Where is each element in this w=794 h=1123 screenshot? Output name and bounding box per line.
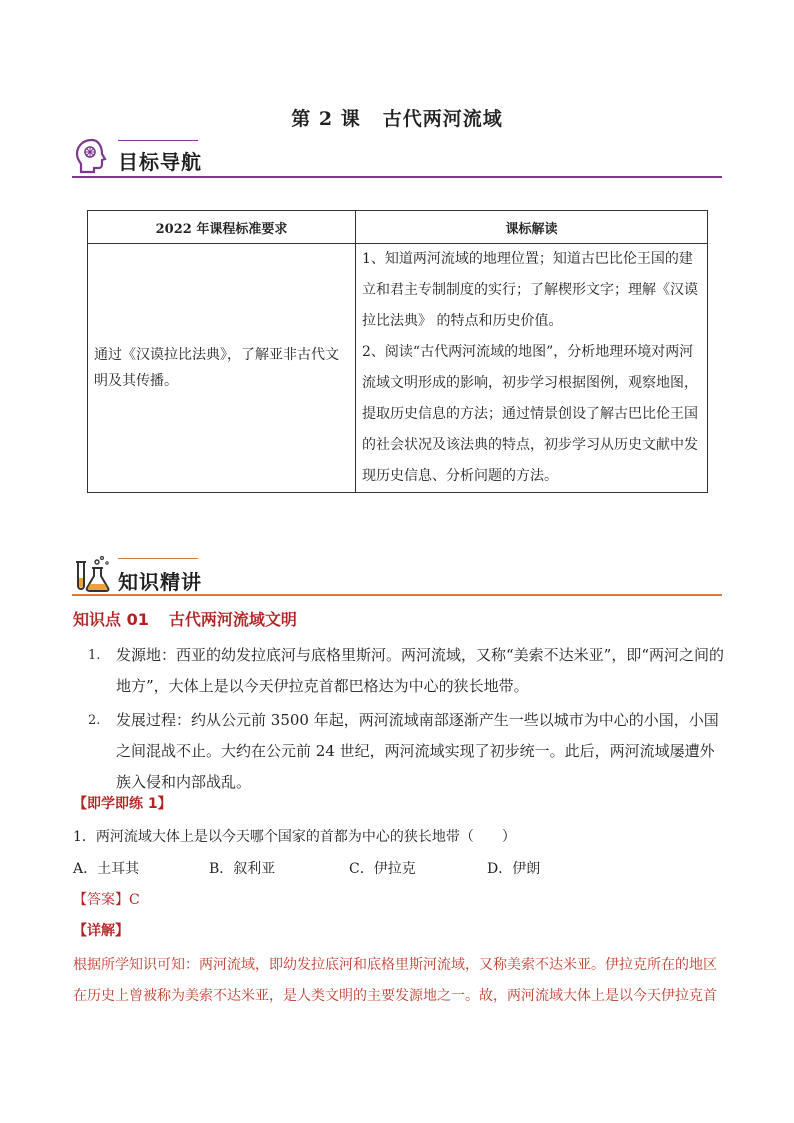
list-item <box>88 640 724 702</box>
interpretation-point-2: 2、阅读“古代两河流域的地图”，分析地理环境对两河流域文明形成的影响，初步学习根据图例，观察地图，提取历史信息的方法；通过情景创设了解古巴比伦王国的社会状况及该法典的特点，初步学习从历史文献中发现历史信息、分析问题的方法。 <box>362 344 698 484</box>
interpretation-point-1: 1、知道两河流域的地理位置；知道古巴比伦王国的建立和君主专制制度的实行；了解楔形文字；理解《汉谟拉比法典》 的特点和历史价值。 <box>362 251 698 329</box>
goal-section-header <box>72 136 722 180</box>
detail-label: 【详解】 <box>73 923 129 939</box>
knowledge-points-list <box>88 640 724 801</box>
list-item-number: 2. <box>88 713 101 728</box>
list-item-text: 发展过程：约从公元前 3500 年起，两河流域南部逐渐产生一些以城市为中心的小国，小国之间混战不止。大约在公元前 24 世纪，两河流域实现了初步统一。此后，两河流域屡遭外族入侵和内部战乱。 <box>116 711 719 791</box>
list-item-text: 发源地：西亚的幼发拉底河与底格里斯河。两河流域，又称“美索不达米亚”，即“两河之间的地方”，大体上是以今天伊拉克首都巴格达为中心的狭长地带。 <box>116 646 725 695</box>
knowledge-point-name: 古代两河流域文明 <box>168 610 297 629</box>
table-header-left: 2022 年课程标准要求 <box>88 211 356 244</box>
lab-flask-icon <box>72 554 112 594</box>
answer-line: 【答案】C <box>73 892 140 908</box>
knowledge-point-heading <box>73 607 297 630</box>
lesson-title <box>0 104 794 131</box>
goal-bottom-rule <box>72 176 722 178</box>
goal-section-title: 目标导航 <box>118 150 202 174</box>
list-item <box>88 705 724 798</box>
brain-head-icon <box>72 136 112 176</box>
lesson-name: 古代两河流域 <box>382 108 503 130</box>
list-item-number: 1. <box>88 648 101 663</box>
goal-top-rule <box>118 140 198 141</box>
knowledge-top-rule <box>118 558 198 559</box>
table-header-right: 课标解读 <box>356 211 708 244</box>
option-b: B．叙利亚 <box>209 861 276 877</box>
knowledge-section-header <box>72 554 722 598</box>
detail-explanation: 根据所学知识可知：两河流域，即幼发拉底河和底格里斯河流域，又称美索不达米亚。伊拉克所在的地区在历史上曾被称为美索不达米亚，是人类文明的主要发源地之一。故，两河流域大体上是以今天伊拉克首 <box>73 957 717 1004</box>
knowledge-bottom-rule <box>72 594 722 596</box>
knowledge-section-title: 知识精讲 <box>118 570 202 594</box>
option-c: C．伊拉克 <box>349 861 416 877</box>
table-header-row <box>88 211 708 244</box>
interpretation-cell <box>356 244 708 493</box>
curriculum-table <box>87 210 708 493</box>
practice-label: 【即学即练 1】 <box>73 796 172 812</box>
standard-requirement-cell: 通过《汉谟拉比法典》，了解亚非古代文明及其传播。 <box>88 244 356 493</box>
option-a: A．土耳其 <box>73 861 140 877</box>
practice-question: 1．两河流域大体上是以今天哪个国家的首都为中心的狭长地带（ ） <box>73 829 516 845</box>
knowledge-point-label: 知识点 01 <box>73 610 149 629</box>
table-row <box>88 244 708 493</box>
option-d: D．伊朗 <box>487 861 541 877</box>
lesson-number: 第 2 课 <box>291 108 361 130</box>
answer-options <box>73 858 673 878</box>
